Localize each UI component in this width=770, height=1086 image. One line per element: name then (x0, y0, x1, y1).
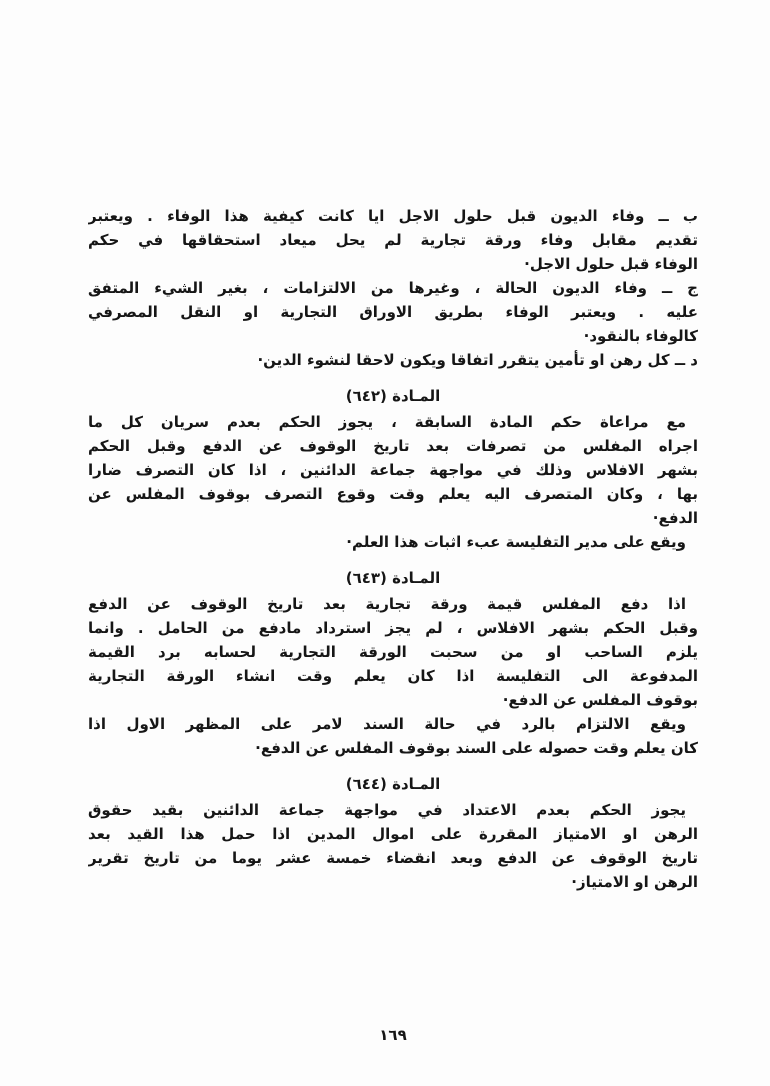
article-643-endorser-line: كان يعلم وقت حصوله على السند بوقوف المفلس عن الدفع· (255, 739, 698, 757)
article-642-body (88, 410, 698, 530)
article-644-heading: المـادة (٦٤٤) (345, 775, 441, 793)
article-643-heading: المـادة (٦٤٣) (345, 569, 441, 587)
clause-d (88, 348, 698, 372)
clause-b-line: ب ــ وفاء الديون قبل حلول الاجل ايا كانت كيفية هذا الوفاء . ويعتبر (88, 207, 698, 225)
article-644-body-line: الرهن او الامتياز المقررة على اموال المدين اذا حمل هذا القيد بعد (88, 825, 698, 843)
article-644-body-line: يجوز الحكم بعدم الاعتداد في مواجهة جماعة الدائنين بقيد حقوق (88, 801, 686, 819)
clause-c-line: ج ــ وفاء الديون الحالة ، وغيرها من الالتزامات ، بغير الشيء المتفق (88, 279, 698, 297)
clause-b (88, 204, 698, 276)
clause-c (88, 276, 698, 348)
article-642-body-line: بها ، وكان المتصرف اليه يعلم وقت وقوع التصرف بوقوف المفلس عن (88, 485, 698, 503)
article-644-body-line: تاريخ الوقوف عن الدفع وبعد انقضاء خمسة عشر يوما من تاريخ تقرير (88, 849, 698, 867)
article-643-body-line: المدفوعة الى التفليسة اذا كان يعلم وقت انشاء الورقة التجارية (88, 667, 698, 685)
article-644-body (88, 798, 698, 894)
page-number: ١٦٩ (379, 1026, 407, 1044)
article-642-burden (88, 530, 698, 554)
clause-c-line: كالوفاء بالنقود· (583, 327, 698, 345)
clause-b-line: الوفاء قبل حلول الاجل· (524, 255, 698, 273)
article-642-body-line: الدفع· (652, 509, 698, 527)
clause-c-line: عليه . ويعتبر الوفاء بطريق الاوراق التجارية او النقل المصرفي (88, 303, 698, 321)
article-642-body-line: مع مراعاة حكم المادة السابقة ، يجوز الحكم بعدم سريان كل ما (88, 413, 686, 431)
legal-text-column (88, 204, 698, 894)
article-643-body-line: وقبل الحكم بشهر الافلاس ، لم يجز استرداد مادفع من الحامل . وانما (88, 619, 698, 637)
article-642-burden-line: ويقع على مدير التفليسة عبء اثبات هذا العلم· (346, 533, 686, 551)
article-643-body-line: يلزم الساحب او من سحبت الورقة التجارية لحسابه برد القيمة (88, 643, 698, 661)
article-643-body (88, 592, 698, 712)
article-643-endorser (88, 712, 698, 760)
clause-b-line: تقديم مقابل وفاء ورقة تجارية لم يحل ميعاد استحقاقها في حكم (88, 231, 698, 249)
clause-d-line: د ــ كل رهن او تأمين يتقرر اتفاقا ويكون لاحقا لنشوء الدين· (257, 351, 698, 369)
article-644-body-line: الرهن او الامتياز· (571, 873, 698, 891)
article-643-body-line: بوقوف المفلس عن الدفع· (502, 691, 698, 709)
article-642-body-line: اجراه المفلس من تصرفات بعد تاريخ الوقوف عن الدفع وقبل الحكم (88, 437, 698, 455)
article-642-body-line: بشهر الافلاس وذلك في مواجهة جماعة الدائنين ، اذا كان التصرف ضارا (88, 461, 698, 479)
article-643-endorser-line: ويقع الالتزام بالرد في حالة السند لامر على المظهر الاول اذا (88, 715, 686, 733)
article-642-heading: المـادة (٦٤٢) (345, 387, 441, 405)
article-643-body-line: اذا دفع المفلس قيمة ورقة تجارية بعد تاريخ الوقوف عن الدفع (88, 595, 686, 613)
